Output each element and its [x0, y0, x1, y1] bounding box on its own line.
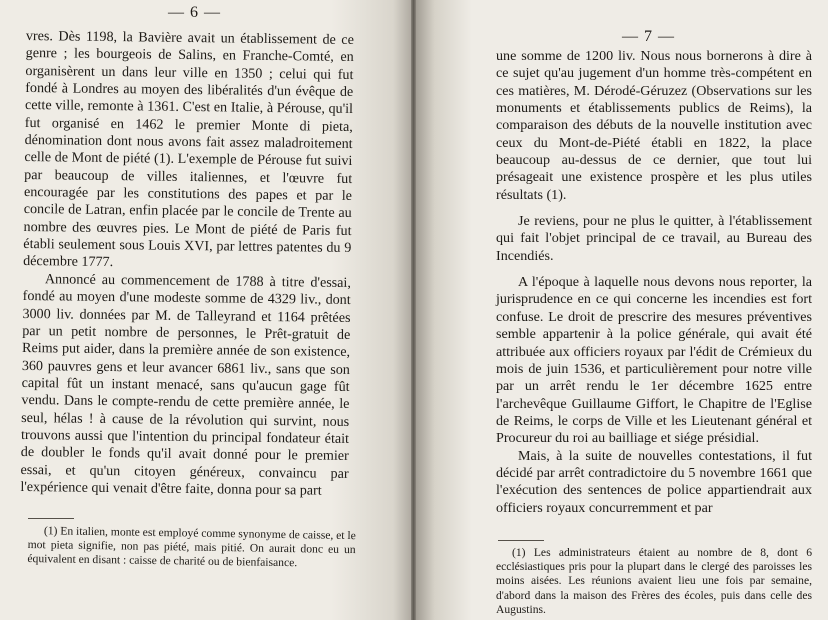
paragraph: A l'époque à laquelle nous devons nous reporter, la jurisprudence en ce qui concerne les incendies est fort confuse. Le droit de prescrire des mesures préventives semble appartenir à la police générale, qui avait été attribuée aux officiers royaux par l'édit de Crémieux du mois de juin 1536, et particulièrement pour notre ville par un arrêt rendu le 1er décembre 1625 entre l'archevêque Guillaume Giffort, le Chapitre de l'Eglise de Reims, le corps de Ville et les Lieutenant général et Procureur du roi au bailliage et siége présidial.	[496, 274, 812, 447]
paragraph: Mais, à la suite de nouvelles contestations, il fut décidé par arrêt contradictoire du 5 novembre 1661 que l'exécution des sentences de police appartiendrait aux officiers royaux concurremment et par	[496, 447, 812, 516]
paragraph: vres. Dès 1198, la Bavière avait un établissement de ce genre ; les bourgeois de Salins, en Franche-Comté, en organisèrent un dans leur ville en 1350 ; celui qui fut fondé à Londres au moyen des libéralités d'un évêque de cette ville, remonte à 1361. C'est en Italie, à Pérouse, qu'il fut organisé en 1462 le premier Monte di pieta, dénomination dont nous avons fait assez maladroitement celle de Mont de piété (1). L'exemple de Pérouse fut suivi par beaucoup de villes italiennes, et l'œuvre fut encouragée par les constitutions des papes et par le concile de Latran, enfin placée par le concile de Trente au nombre des œuvres pies. Le Mont de piété de Paris fut établi seulement sous Louis XVI, par lettres patentes du 9 décembre 1777.	[23, 28, 354, 271]
footnote-text: (1) Les administrateurs étaient au nombre de 8, dont 6 ecclésiastiques pris pour la plupart dans le clergé des paroisses les moins aisées. Les réunions avaient lieu une fois par semaine, d'abord dans la maison des Frères des écoles, puis dans celle des Augustins.	[496, 546, 812, 616]
right-page	[414, 0, 828, 620]
book-gutter	[411, 0, 416, 620]
footnote-rule	[498, 540, 544, 541]
page-number: — 6 —	[168, 4, 221, 21]
paragraph: Annoncé au commencement de 1788 à titre d'essai, fondé au moyen d'une modeste somme de 4329 liv., dont 3000 liv. données par M. de Talleyrand et 1164 prêtées par un petit nombre de personnes, le Prêt-gratuit de Reims put aider, dans la première année de son existence, 360 pauvres gens et leur avancer 6861 liv., sans que son capital fût un instant menacé, sans qu'aucun gage fût vendu. Dans le compte-rendu de cette première année, le seul, hélas ! à cause de la révolution qui survint, nous trouvons aussi que l'intention du principal fondateur était de doubler le fonds qu'il avait donné pour le premier essai, et qu'un citoyen généreux, convaincu par l'expérience qui venait d'être faite, donna pour sa part	[20, 271, 352, 499]
footnote	[27, 524, 356, 572]
paragraph: une somme de 1200 liv. Nous nous bornerons à dire à ce sujet qu'au jugement d'un homme très-compétent en ces matières, M. Dérodé-Géruzez (Observations sur les monuments et établissements publics de Reims), la comparaison des débuts de la nouvelle institution avec ceux du Mont-de-Piété établi en 1822, la place beaucoup au-dessus de ce dernier, que tout lui présageait une existence prospère et les plus utiles résultats (1).	[496, 48, 812, 203]
page-body	[20, 28, 354, 500]
paragraph: Je reviens, pour ne plus le quitter, à l'établissement qui fait l'objet principal de ce travail, au Bureau des Incendiés.	[496, 213, 812, 264]
page-number: — 7 —	[622, 28, 675, 45]
footnote-text: (1) En italien, monte est employé comme synonyme de caisse, et le mot pieta signifie, non pas piété, mais pitié. On aurait donc eu un équivalent en disant : caisse de charité ou de bienfaisance.	[27, 524, 356, 570]
footnote	[496, 546, 812, 617]
footnote-rule	[28, 518, 74, 519]
page-body	[496, 48, 812, 517]
